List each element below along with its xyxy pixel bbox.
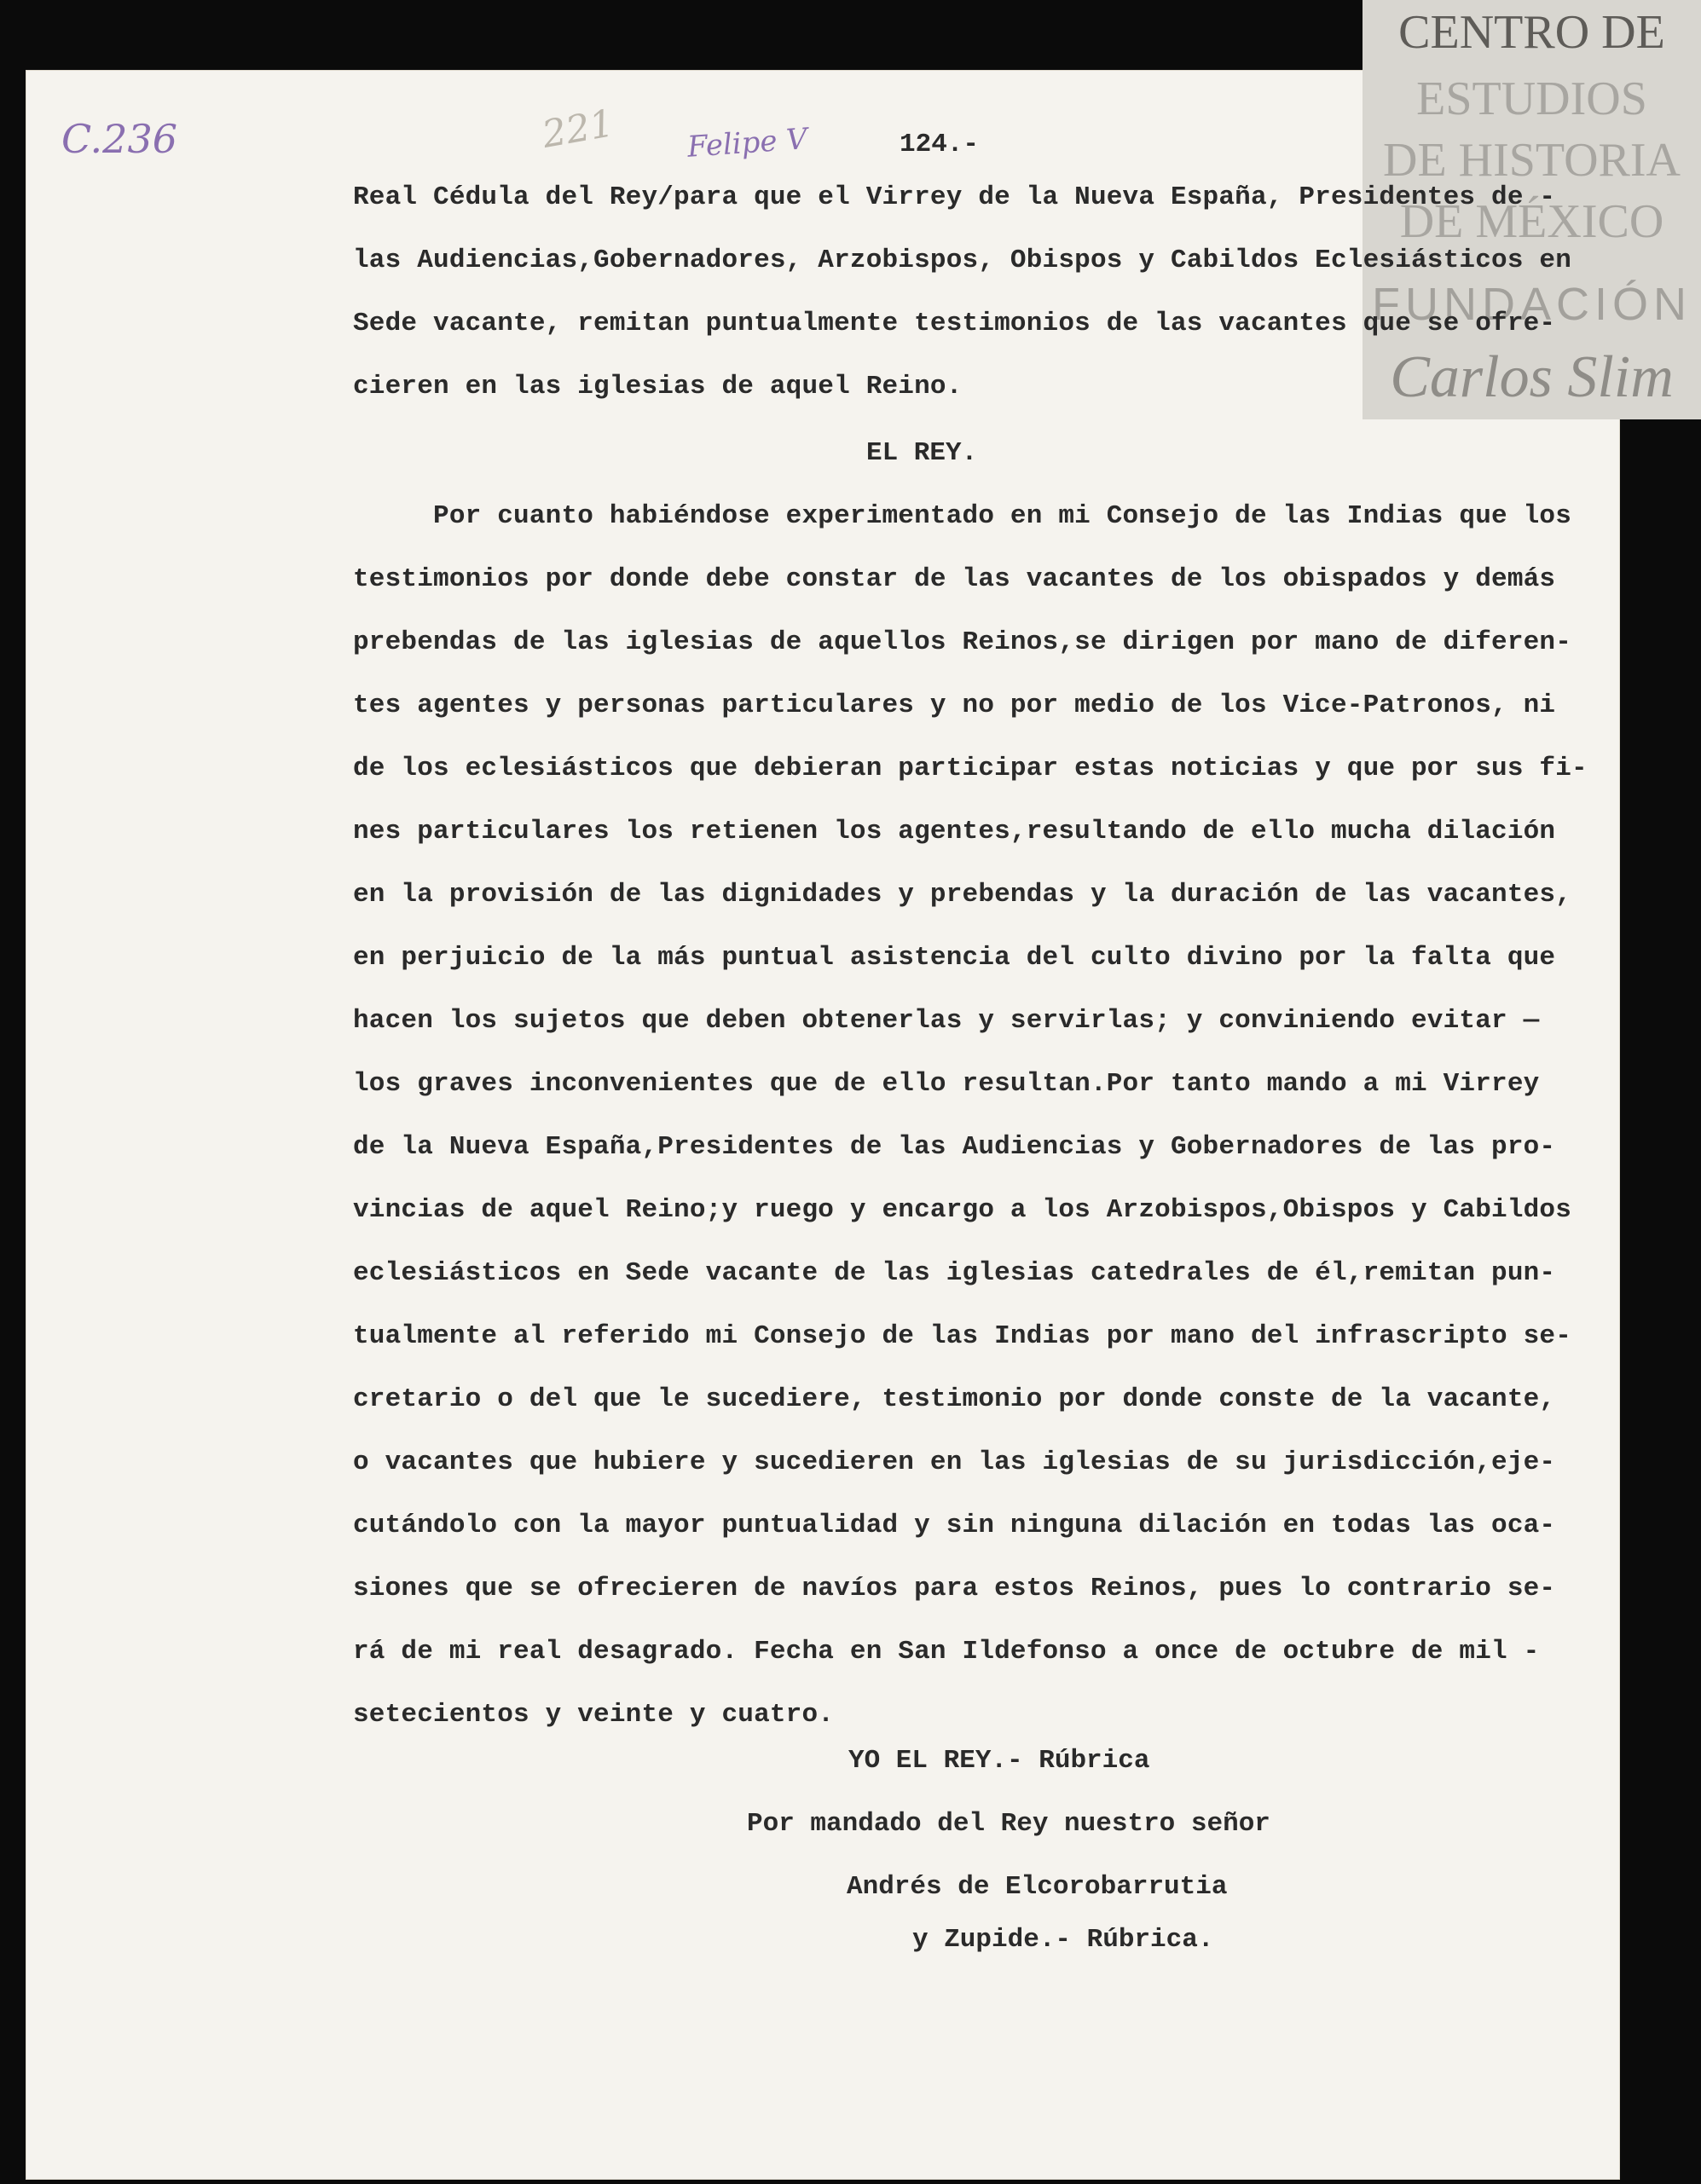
body-line: en la provisión de las dignidades y prebendas y la duración de las vacantes, — [353, 880, 1572, 910]
handwritten-reference: C.236 — [61, 116, 177, 162]
body-line: de los eclesiásticos que debieran participar estas noticias y que por sus fi- — [353, 754, 1588, 783]
secretary-rubric: y Zupide.- Rúbrica. — [912, 1925, 1214, 1955]
body-line: siones que se ofrecieren de navíos para estos Reinos, pues lo contrario se- — [353, 1574, 1556, 1603]
title-line: Real Cédula del Rey/para que el Virrey de la Nueva España, Presidentes de - — [353, 182, 1556, 212]
body-line: en perjuicio de la más puntual asistencia del culto divino por la falta que — [353, 943, 1556, 973]
watermark-line: ESTUDIOS — [1416, 72, 1647, 125]
page-number: 124.- — [900, 130, 980, 159]
watermark-signature: Carlos Slim — [1390, 344, 1674, 410]
watermark-line: DE HISTORIA — [1383, 134, 1681, 187]
mandate-line: Por mandado del Rey nuestro señor — [747, 1809, 1270, 1839]
body-line: cretario o del que le sucediere, testimonio por donde conste de la vacante, — [353, 1384, 1556, 1414]
body-line: setecientos y veinte y cuatro. — [353, 1700, 835, 1730]
body-line: tualmente al referido mi Consejo de las Indias por mano del infrascripto se- — [353, 1321, 1572, 1351]
body-line: tes agentes y personas particulares y no por medio de los Vice-Patronos, ni — [353, 690, 1556, 720]
body-line: hacen los sujetos que deben obtenerlas y servirlas; y conviniendo evitar — — [353, 1006, 1540, 1036]
handwritten-number: 221 — [539, 101, 617, 157]
body-line: eclesiásticos en Sede vacante de las iglesias catedrales de él,remitan pun- — [353, 1258, 1556, 1288]
body-line: cutándolo con la mayor puntualidad y sin ninguna dilación en todas las oca- — [353, 1511, 1556, 1540]
document-heading: EL REY. — [866, 438, 978, 468]
body-line: vincias de aquel Reino;y ruego y encargo a los Arzobispos,Obispos y Cabildos — [353, 1195, 1572, 1225]
handwritten-name: Felipe V — [686, 122, 809, 165]
title-line: las Audiencias,Gobernadores, Arzobispos, Obispos y Cabildos Eclesiásticos en — [353, 246, 1572, 275]
body-line: de la Nueva España,Presidentes de las Audiencias y Gobernadores de las pro- — [353, 1132, 1556, 1162]
body-line: rá de mi real desagrado. Fecha en San Ildefonso a once de octubre de mil - — [353, 1637, 1540, 1667]
body-line: o vacantes que hubiere y sucedieren en las iglesias de su jurisdicción,eje- — [353, 1447, 1556, 1477]
royal-signature: YO EL REY.- Rúbrica — [848, 1746, 1150, 1776]
body-line: los graves inconvenientes que de ello resultan.Por tanto mando a mi Virrey — [353, 1069, 1540, 1099]
watermark-line: CENTRO DE — [1398, 6, 1665, 59]
body-line: prebendas de las iglesias de aquellos Reinos,se dirigen por mano de diferen- — [353, 627, 1572, 657]
body-line: testimonios por donde debe constar de las vacantes de los obispados y demás — [353, 564, 1556, 594]
secretary-name: Andrés de Elcorobarrutia — [847, 1872, 1228, 1902]
body-line: nes particulares los retienen los agentes,resultando de ello mucha dilación — [353, 817, 1556, 846]
body-line: Por cuanto habiéndose experimentado en mi Consejo de las Indias que los — [353, 501, 1572, 531]
watermark-line: DE MÉXICO — [1399, 195, 1664, 248]
title-line: Sede vacante, remitan puntualmente testimonios de las vacantes que se ofre- — [353, 309, 1556, 338]
watermark-line: FUNDACIÓN — [1372, 279, 1692, 330]
title-line: cieren en las iglesias de aquel Reino. — [353, 372, 963, 402]
body-text — [353, 501, 1588, 1730]
